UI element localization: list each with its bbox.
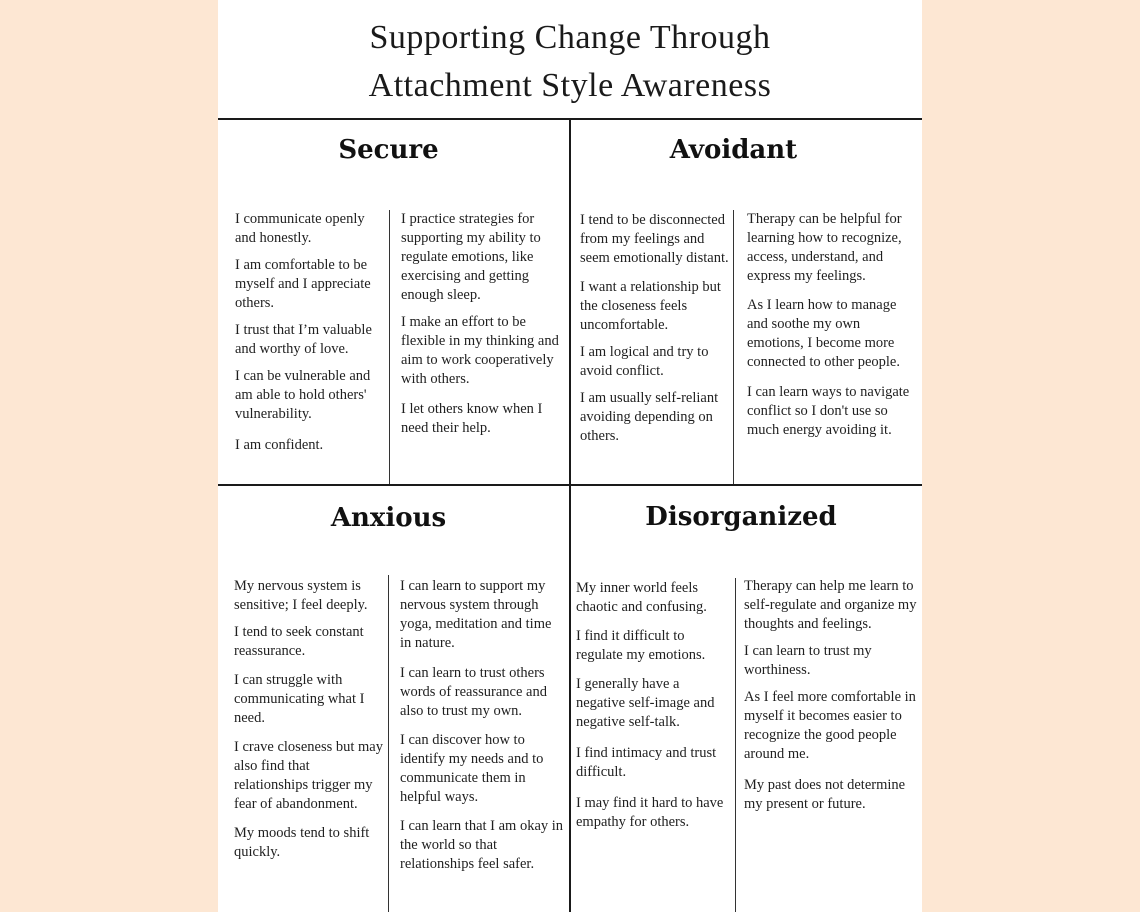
anxious-statement: I can struggle with communicating what I need. (234, 672, 365, 726)
anxious-statement: I crave closeness but may also find that relationships trigger my fear of abandonment. (234, 739, 383, 812)
disorganized-statement: I generally have a negative self-image and negative self-talk. (576, 676, 715, 730)
anxious-statement: My moods tend to shift quickly. (234, 825, 370, 860)
anxious-growth-statement: I can learn that I am okay in the world so that relationships feel safer. (400, 818, 564, 872)
secure-column-divider (389, 210, 390, 484)
title-line-2: Attachment Style Awareness (368, 67, 772, 104)
avoidant-statement: I am logical and try to avoid conflict. (580, 344, 709, 379)
disorganized-growth-statement: I can learn to trust my worthiness. (744, 643, 872, 678)
disorganized-left-column (576, 579, 732, 840)
avoidant-column-divider (733, 210, 734, 484)
secure-growth-statement: I make an effort to be flexible in my thinking and aim to work cooperatively with others. (401, 314, 559, 387)
secure-heading: Secure (338, 135, 439, 165)
secure-statement: I am confident. (235, 437, 324, 453)
anxious-column-divider (388, 575, 389, 912)
anxious-right-column (400, 577, 564, 882)
secure-growth-statement: I let others know when I need their help. (401, 401, 543, 436)
avoidant-growth-statement: As I learn how to manage and soothe my own emotions, I become more connected to other people. (747, 297, 900, 370)
anxious-growth-statement: I can learn to support my nervous system through yoga, meditation and time in nature. (400, 578, 552, 651)
disorganized-growth-statement: As I feel more comfortable in myself it becomes easier to recognize the good people around me. (744, 689, 916, 762)
avoidant-heading: Avoidant (669, 135, 798, 165)
disorganized-heading: Disorganized (645, 502, 837, 532)
avoidant-growth-statement: I can learn ways to navigate conflict so I don't use so much energy avoiding it. (747, 384, 910, 438)
disorganized-statement: I find intimacy and trust difficult. (576, 745, 717, 780)
avoidant-left-column (580, 211, 730, 454)
disorganized-growth-statement: Therapy can help me learn to self-regulate and organize my thoughts and feelings. (744, 578, 917, 632)
disorganized-statement: I find it difficult to regulate my emotions. (576, 628, 706, 663)
anxious-growth-statement: I can learn to trust others words of reassurance and also to trust my own. (400, 665, 547, 719)
secure-growth-statement: I practice strategies for supporting my ability to regulate emotions, like exercising and getting enough sleep. (401, 211, 541, 303)
page-title (218, 14, 922, 110)
disorganized-growth-statement: My past does not determine my present or future. (744, 777, 906, 812)
avoidant-growth-statement: Therapy can be helpful for learning how to recognize, access, understand, and express my feelings. (747, 211, 902, 284)
secure-statement: I trust that I’m valuable and worthy of love. (235, 322, 372, 357)
anxious-left-column (234, 577, 386, 870)
worksheet-page (218, 0, 922, 912)
disorganized-column-divider (735, 578, 736, 912)
disorganized-statement: I may find it hard to have empathy for others. (576, 795, 724, 830)
secure-left-column (235, 210, 383, 463)
secure-statement: I communicate openly and honestly. (235, 211, 365, 246)
anxious-statement: My nervous system is sensitive; I feel deeply. (234, 578, 368, 613)
title-line-1: Supporting Change Through (369, 19, 771, 56)
disorganized-statement: My inner world feels chaotic and confusing. (576, 580, 707, 615)
avoidant-statement: I want a relationship but the closeness feels uncomfortable. (580, 279, 721, 333)
disorganized-right-column (744, 577, 920, 822)
avoidant-right-column (747, 210, 917, 448)
secure-statement: I can be vulnerable and am able to hold others' vulnerability. (235, 368, 371, 422)
secure-right-column (401, 210, 563, 446)
anxious-heading: Anxious (330, 503, 447, 533)
secure-statement: I am comfortable to be myself and I appreciate others. (235, 257, 371, 311)
anxious-statement: I tend to seek constant reassurance. (234, 624, 364, 659)
anxious-growth-statement: I can discover how to identify my needs and to communicate them in helpful ways. (400, 732, 544, 805)
avoidant-statement: I tend to be disconnected from my feelings and seem emotionally distant. (580, 212, 729, 266)
avoidant-statement: I am usually self-reliant avoiding depending on others. (580, 390, 719, 444)
